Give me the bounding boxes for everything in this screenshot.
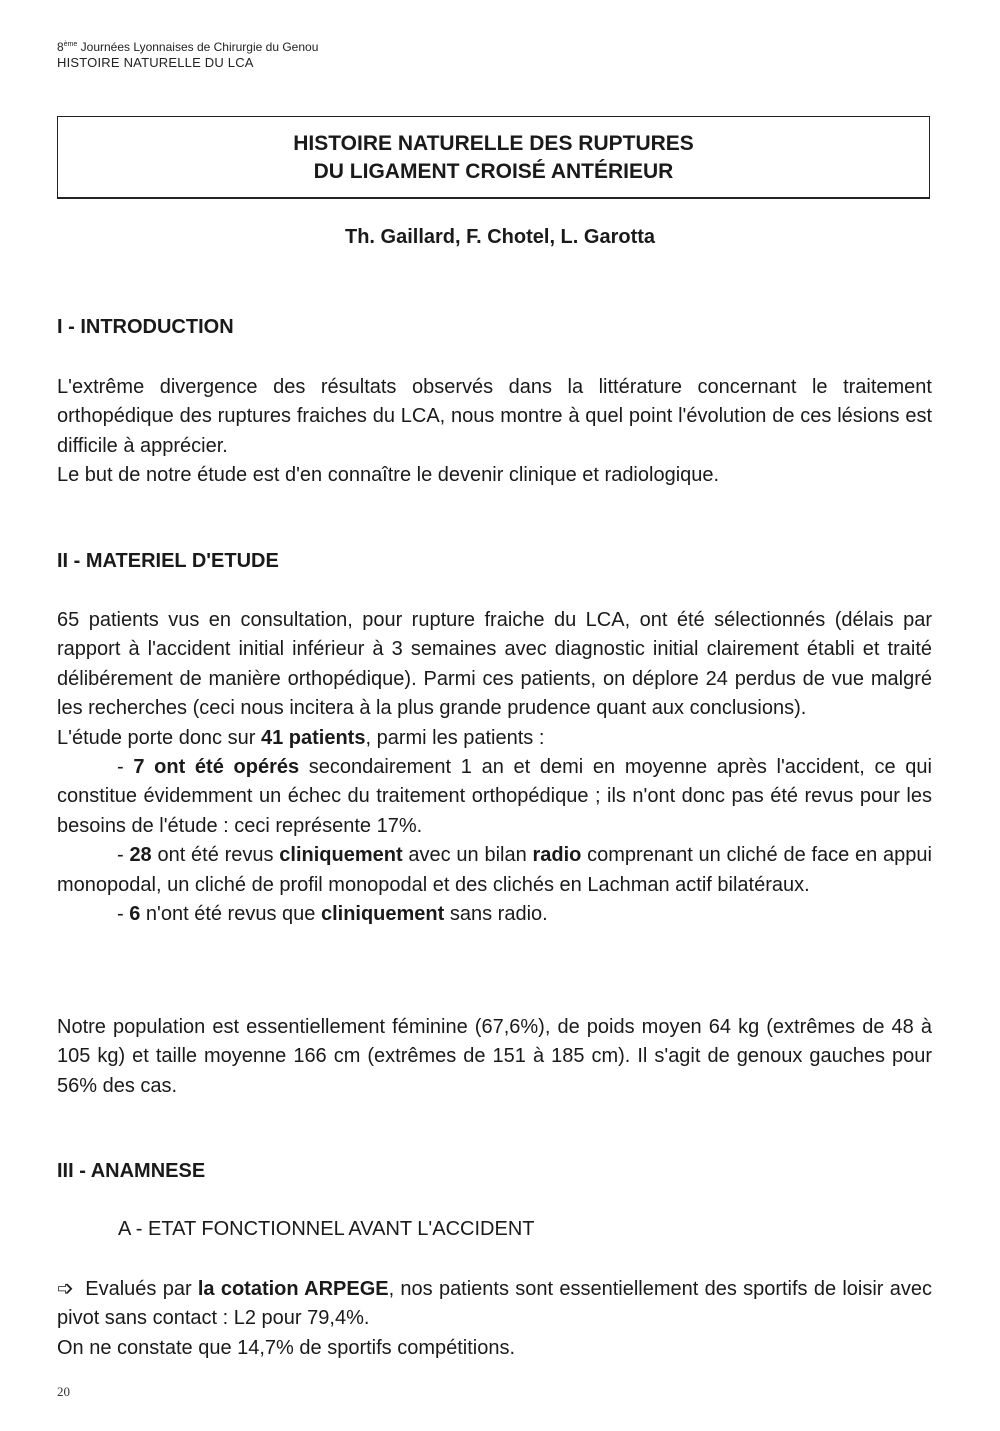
anamnese-text [57, 1275, 932, 1363]
authors: Th. Gaillard, F. Chotel, L. Garotta [344, 226, 656, 248]
materiel-paragraph-2: L'étude porte donc sur 41 patients, parmi les patients : [57, 726, 545, 749]
population-text [57, 1013, 932, 1101]
anamnese-paragraph-2: On ne constate que 14,7% de sportifs compétitions. [57, 1336, 516, 1359]
running-head-section: HISTOIRE NATURELLE DU LCA [57, 55, 254, 70]
title-line-1: HISTOIRE NATURELLE DES RUPTURES [293, 132, 694, 155]
heading-anamnese: III - ANAMNESE [57, 1160, 206, 1182]
intro-paragraph-2: Le but de notre étude est d'en connaître le devenir clinique et radiologique. [57, 464, 720, 487]
arrow-right-icon: ➩ [57, 1278, 74, 1300]
running-head-conference: 8ème Journées Lyonnaises de Chirurgie du Genou [57, 40, 319, 54]
list-item-operes: - 7 ont été opérés secondairement 1 an et demi en moyenne après l'accident, ce qui constitue évidemment un échec du traitement orthopédique ; ils n'ont donc pas été revus pour les besoins de l'étude : ceci représente 17%. [57, 756, 932, 837]
materiel-text [57, 606, 932, 929]
list-item-revus-radio: - 28 ont été revus cliniquement avec un bilan radio comprenant un cliché de face en appui monopodal, un cliché de profil monopodal et des clichés en Lachman actif bilatéraux. [57, 844, 932, 896]
population-paragraph: Notre population est essentiellement féminine (67,6%), de poids moyen 64 kg (extrêmes de 48 à 105 kg) et taille moyenne 166 cm (extrêmes de 151 à 185 cm). Il s'agit de genoux gauches pour 56% des cas. [57, 1016, 932, 1097]
page-number: 20 [57, 1384, 70, 1399]
anamnese-paragraph-1: ➩ Evalués par la cotation ARPEGE, nos patients sont essentiellement des sportifs de loisir avec pivot sans contact : L2 pour 79,4%. [57, 1275, 932, 1334]
list-item-revus-clinique: - 6 n'ont été revus que cliniquement sans radio. [117, 903, 548, 926]
running-head [57, 37, 318, 70]
title-box [57, 116, 930, 199]
heading-introduction: I - INTRODUCTION [57, 316, 234, 338]
heading-materiel: II - MATERIEL D'ETUDE [57, 550, 279, 572]
title-line-2: DU LIGAMENT CROISÉ ANTÉRIEUR [313, 160, 674, 183]
intro-paragraph-1: L'extrême divergence des résultats observés dans la littérature concernant le traitement orthopédique des ruptures fraiches du LCA, nous montre à quel point l'évolution de ces lésions est difficile à apprécier. [57, 376, 932, 457]
materiel-paragraph-1: 65 patients vus en consultation, pour rupture fraiche du LCA, ont été sélectionnés (délais par rapport à l'accident initial inférieur à 3 semaines avec diagnostic initial clairement établi et traité délibérement de manière orthopédique). Parmi ces patients, on déplore 24 perdus de vue malgré les recherches (ceci nous incitera à la plus grande prudence quant aux conclusions). [57, 609, 932, 720]
subheading-etat-fonctionnel: A - ETAT FONCTIONNEL AVANT L'ACCIDENT [118, 1218, 535, 1240]
introduction-text [57, 373, 932, 491]
